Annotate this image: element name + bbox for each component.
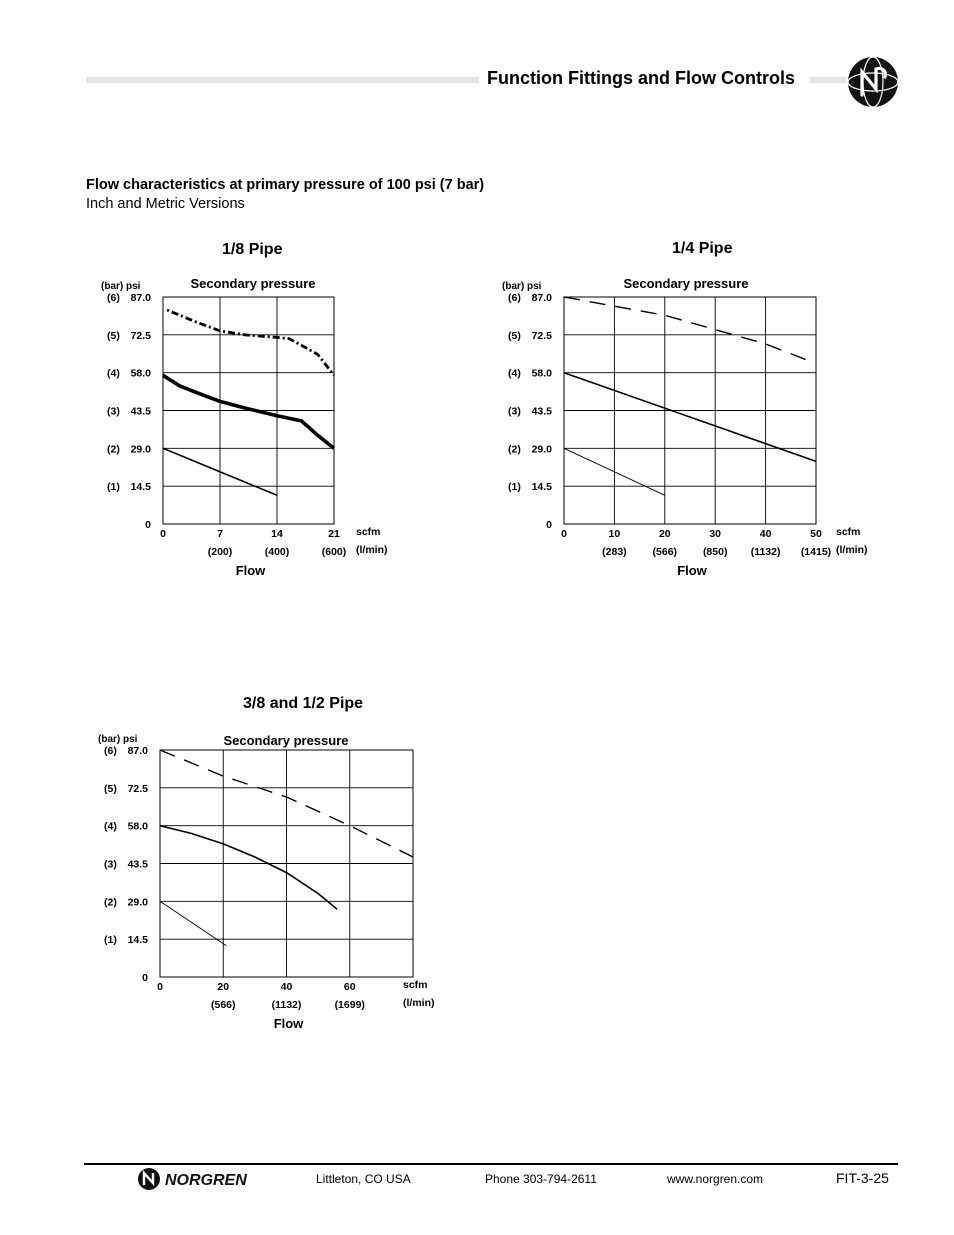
chart-1-title: 1/8 Pipe: [222, 241, 283, 258]
x-unit-label: scfm: [356, 526, 381, 538]
intro-subtitle: Inch and Metric Versions: [86, 196, 245, 212]
chart-3-subtitle: Secondary pressure: [223, 733, 349, 748]
x-tick-label: 40: [759, 528, 772, 540]
x-tick-metric-label: (1699): [334, 999, 365, 1011]
y-tick-bar-label: (2): [104, 896, 117, 909]
y-tick-label: 72.5: [531, 329, 552, 342]
y-tick-bar-label: (1): [107, 481, 120, 494]
y-tick-label: 14.5: [127, 934, 148, 947]
y-tick-bar-label: (4): [107, 367, 120, 380]
y-tick-bar-label: (2): [508, 443, 521, 456]
y-tick-label: 58.0: [531, 367, 552, 380]
norgren-logo-icon: [137, 1166, 272, 1192]
y-tick-bar-label: (1): [508, 481, 521, 494]
y-tick-bar-label: (6): [107, 292, 120, 304]
x-tick-label: 50: [810, 528, 822, 540]
y-tick-bar-label: (3): [107, 405, 120, 418]
x-unit-label: scfm: [836, 526, 861, 538]
y-tick-label: 29.0: [130, 443, 151, 456]
page-number: FIT-3-25: [836, 1170, 889, 1186]
y-tick-label: 0: [142, 972, 148, 984]
y-tick-label: 72.5: [127, 782, 148, 795]
x-tick-label: 20: [658, 528, 671, 540]
page-title: Function Fittings and Flow Controls: [487, 68, 795, 88]
x-tick-label: 21: [328, 528, 340, 540]
x-axis-label: Flow: [235, 563, 266, 578]
x-tick-metric-label: (1415): [800, 546, 832, 558]
y-tick-bar-label: (1): [104, 934, 117, 947]
norgren-wordmark: NORGREN: [165, 1172, 247, 1189]
x-tick-label: 7: [217, 528, 223, 540]
x-tick-metric-label: (283): [602, 546, 627, 558]
y-tick-bar-label: (2): [107, 443, 120, 456]
x-unit-metric-label: (l/min): [403, 997, 435, 1009]
y-tick-bar-label: (4): [104, 820, 117, 833]
y-tick-label: 29.0: [127, 896, 148, 909]
y-tick-label: 58.0: [130, 367, 151, 380]
x-tick-metric-label: (1132): [750, 546, 781, 558]
chart-1-series-1: [167, 310, 334, 375]
x-tick-metric-label: (200): [207, 546, 233, 558]
chart-3-title: 3/8 and 1/2 Pipe: [243, 695, 364, 712]
y-tick-label: 14.5: [531, 481, 552, 494]
x-unit-metric-label: (l/min): [356, 544, 388, 556]
y-axis-label: (bar) psi: [98, 734, 138, 745]
intro-title: Flow characteristics at primary pressure of 100 psi (7 bar): [86, 177, 485, 193]
footer-rule: [84, 1163, 898, 1165]
x-tick-label: 14: [271, 528, 283, 540]
y-tick-bar-label: (4): [508, 367, 521, 380]
x-tick-metric-label: (566): [210, 999, 236, 1011]
x-tick-label: 0: [561, 528, 567, 540]
x-tick-metric-label: (400): [264, 546, 290, 558]
x-tick-metric-label: (600): [321, 546, 347, 558]
y-axis-label: (bar) psi: [101, 281, 141, 292]
y-tick-label: 43.5: [531, 405, 552, 418]
x-tick-label: 40: [280, 981, 293, 993]
y-tick-bar-label: (5): [104, 782, 117, 795]
x-tick-label: 60: [343, 981, 356, 993]
y-tick-bar-label: (6): [508, 292, 521, 304]
y-axis-label: (bar) psi: [502, 281, 542, 292]
x-axis-label: Flow: [677, 563, 707, 578]
y-tick-bar-label: (3): [104, 858, 117, 871]
chart-1-subtitle: Secondary pressure: [190, 276, 316, 291]
y-tick-label: 43.5: [127, 858, 148, 871]
x-tick-label: 0: [160, 528, 166, 540]
x-tick-metric-label: (566): [652, 546, 678, 558]
chart-2: [502, 276, 868, 578]
y-tick-label: 87.0: [531, 292, 552, 304]
y-tick-bar-label: (6): [104, 745, 117, 757]
x-tick-label: 30: [709, 528, 722, 540]
x-unit-label: scfm: [403, 979, 428, 991]
y-tick-bar-label: (3): [508, 405, 521, 418]
y-tick-label: 29.0: [531, 443, 552, 456]
y-tick-label: 43.5: [130, 405, 151, 418]
x-axis-label: Flow: [273, 1016, 304, 1031]
footer-phone: Phone 303-794-2611: [485, 1172, 597, 1186]
x-tick-metric-label: (850): [702, 546, 728, 558]
chart-1: [101, 276, 388, 578]
chart-2-subtitle: Secondary pressure: [623, 276, 749, 291]
footer-location: Littleton, CO USA: [316, 1172, 411, 1186]
x-tick-label: 0: [157, 981, 163, 993]
chart-2-series-1: [564, 297, 806, 360]
x-unit-metric-label: (l/min): [836, 544, 868, 556]
y-tick-label: 0: [145, 519, 151, 531]
y-tick-label: 87.0: [127, 745, 148, 757]
footer-website[interactable]: www.norgren.com: [667, 1172, 764, 1186]
x-tick-label: 20: [217, 981, 230, 993]
y-tick-label: 87.0: [130, 292, 151, 304]
chart-2-title: 1/4 Pipe: [672, 240, 733, 257]
y-tick-label: 14.5: [130, 481, 151, 494]
chart-1-series-2: [163, 375, 334, 448]
y-tick-bar-label: (5): [508, 329, 521, 342]
chart-3: [98, 733, 435, 1031]
y-tick-bar-label: (5): [107, 329, 120, 342]
y-tick-label: 0: [546, 519, 552, 531]
chart-3-series-2: [160, 826, 337, 910]
y-tick-label: 72.5: [130, 329, 151, 342]
x-tick-metric-label: (1132): [271, 999, 302, 1011]
x-tick-label: 10: [608, 528, 621, 540]
y-tick-label: 58.0: [127, 820, 148, 833]
